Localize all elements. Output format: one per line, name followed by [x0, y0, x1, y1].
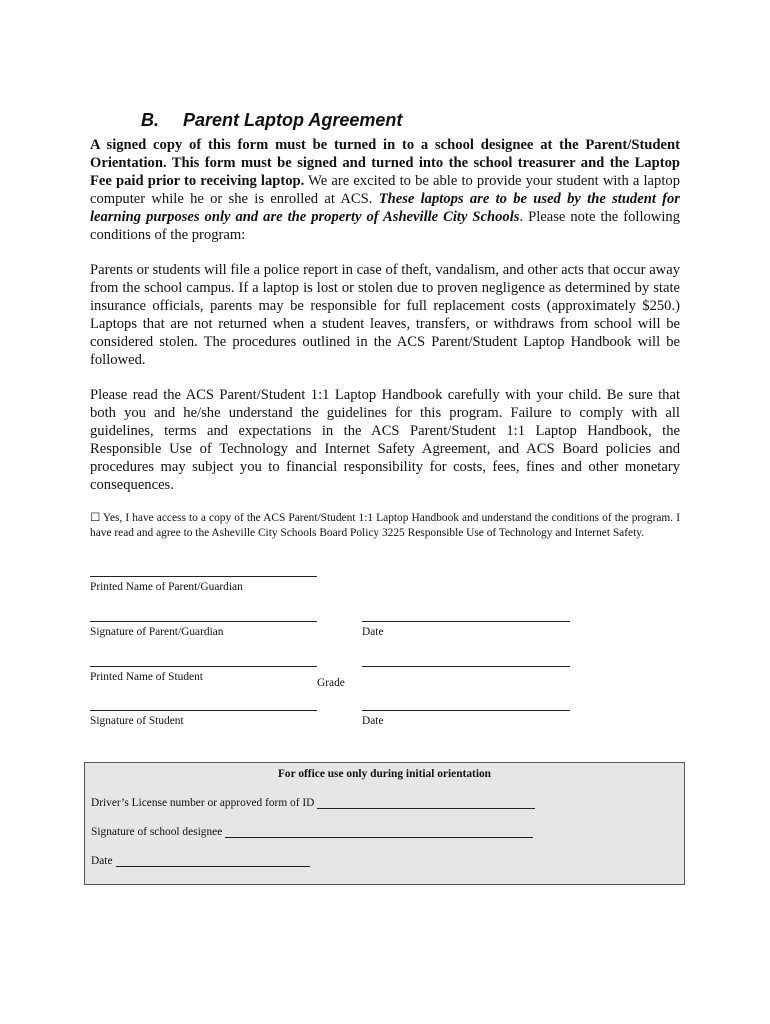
drivers-license-label: Driver’s License number or approved form of ID	[91, 797, 315, 809]
section-title: Parent Laptop Agreement	[183, 110, 403, 130]
designee-signature-line	[225, 827, 533, 838]
signature-line	[362, 666, 570, 667]
acknowledgement-checkbox[interactable]: ☐	[90, 512, 101, 524]
office-date-line	[116, 856, 310, 867]
signature-line	[90, 576, 317, 577]
police-report-paragraph: Parents or students will file a police report in case of theft, vandalism, and other acts that occur away from the school campus. If a laptop is lost or stolen due to proven negligence as determined by state insurance officials, parents may be responsible for full replacement costs (approximately $250.) Laptops that are not returned when a student leaves, transfers, or withdraws from school will be considered stolen. The procedures outlined in the ACS Parent/Student Laptop Handbook will be followed.	[90, 262, 680, 368]
parent-printed-name-label: Printed Name of Parent/Guardian	[90, 581, 243, 593]
designee-signature-label: Signature of school designee	[91, 826, 223, 838]
acknowledgement-text: Yes, I have access to a copy of the ACS Parent/Student 1:1 Laptop Handbook and understand the conditions of the program. I have read and agree to the Asheville City Schools Board Policy 3225 Responsible Use of Technology and Internet Safety.	[90, 512, 680, 539]
student-signature-label: Signature of Student	[90, 715, 184, 727]
student-date-label: Date	[362, 715, 384, 727]
signature-line	[90, 710, 317, 711]
intro-text-2: . Please note the following conditions of the program:	[90, 209, 680, 243]
parent-printed-name-field[interactable]	[90, 576, 317, 594]
office-use-heading: For office use only during initial orientation	[277, 768, 492, 780]
student-grade-label: Grade	[317, 677, 345, 689]
intro-paragraph	[90, 136, 680, 244]
signature-line	[90, 666, 317, 667]
drivers-license-field[interactable]	[91, 797, 535, 809]
section-heading	[141, 110, 402, 131]
section-letter: B.	[141, 110, 159, 130]
parent-date-label: Date	[362, 626, 384, 638]
student-printed-name-label: Printed Name of Student	[90, 671, 203, 683]
designee-signature-field[interactable]	[91, 826, 533, 838]
student-signature-field[interactable]	[90, 710, 317, 728]
office-use-box	[84, 762, 685, 885]
parent-date-field[interactable]	[362, 621, 570, 639]
signature-line	[362, 710, 570, 711]
signature-line	[90, 621, 317, 622]
student-date-field[interactable]	[362, 710, 570, 728]
intro-emphasis: These laptops are to be used by the student for learning purposes only and are the property of Asheville City Schools	[90, 191, 680, 225]
intro-text-1: We are excited to be able to provide your student with a laptop computer while he or she is enrolled at ACS.	[90, 173, 680, 207]
parent-signature-field[interactable]	[90, 621, 317, 639]
drivers-license-line	[317, 798, 535, 809]
parent-signature-label: Signature of Parent/Guardian	[90, 626, 224, 638]
office-date-label: Date	[91, 855, 113, 867]
handbook-paragraph: Please read the ACS Parent/Student 1:1 Laptop Handbook carefully with your child. Be sure that both you and he/she understand the guidelines for this program. Failure to comply with all guidelines, terms and expectations in the ACS Parent/Student 1:1 Laptop Handbook, the Responsible Use of Technology and Internet Safety Agreement, and ACS Board policies and procedures may subject you to financial responsibility for costs, fees, fines and other monetary consequences.	[90, 387, 680, 493]
student-grade-field[interactable]	[362, 666, 570, 670]
signature-line	[362, 621, 570, 622]
office-date-field[interactable]	[91, 855, 310, 867]
student-printed-name-field[interactable]	[90, 666, 317, 684]
intro-bold-instructions: A signed copy of this form must be turned in to a school designee at the Parent/Student Orientation. This form must be signed and turned into the school treasurer and the Laptop Fee paid prior to receiving laptop.	[90, 137, 680, 189]
acknowledgement-statement	[90, 511, 680, 541]
